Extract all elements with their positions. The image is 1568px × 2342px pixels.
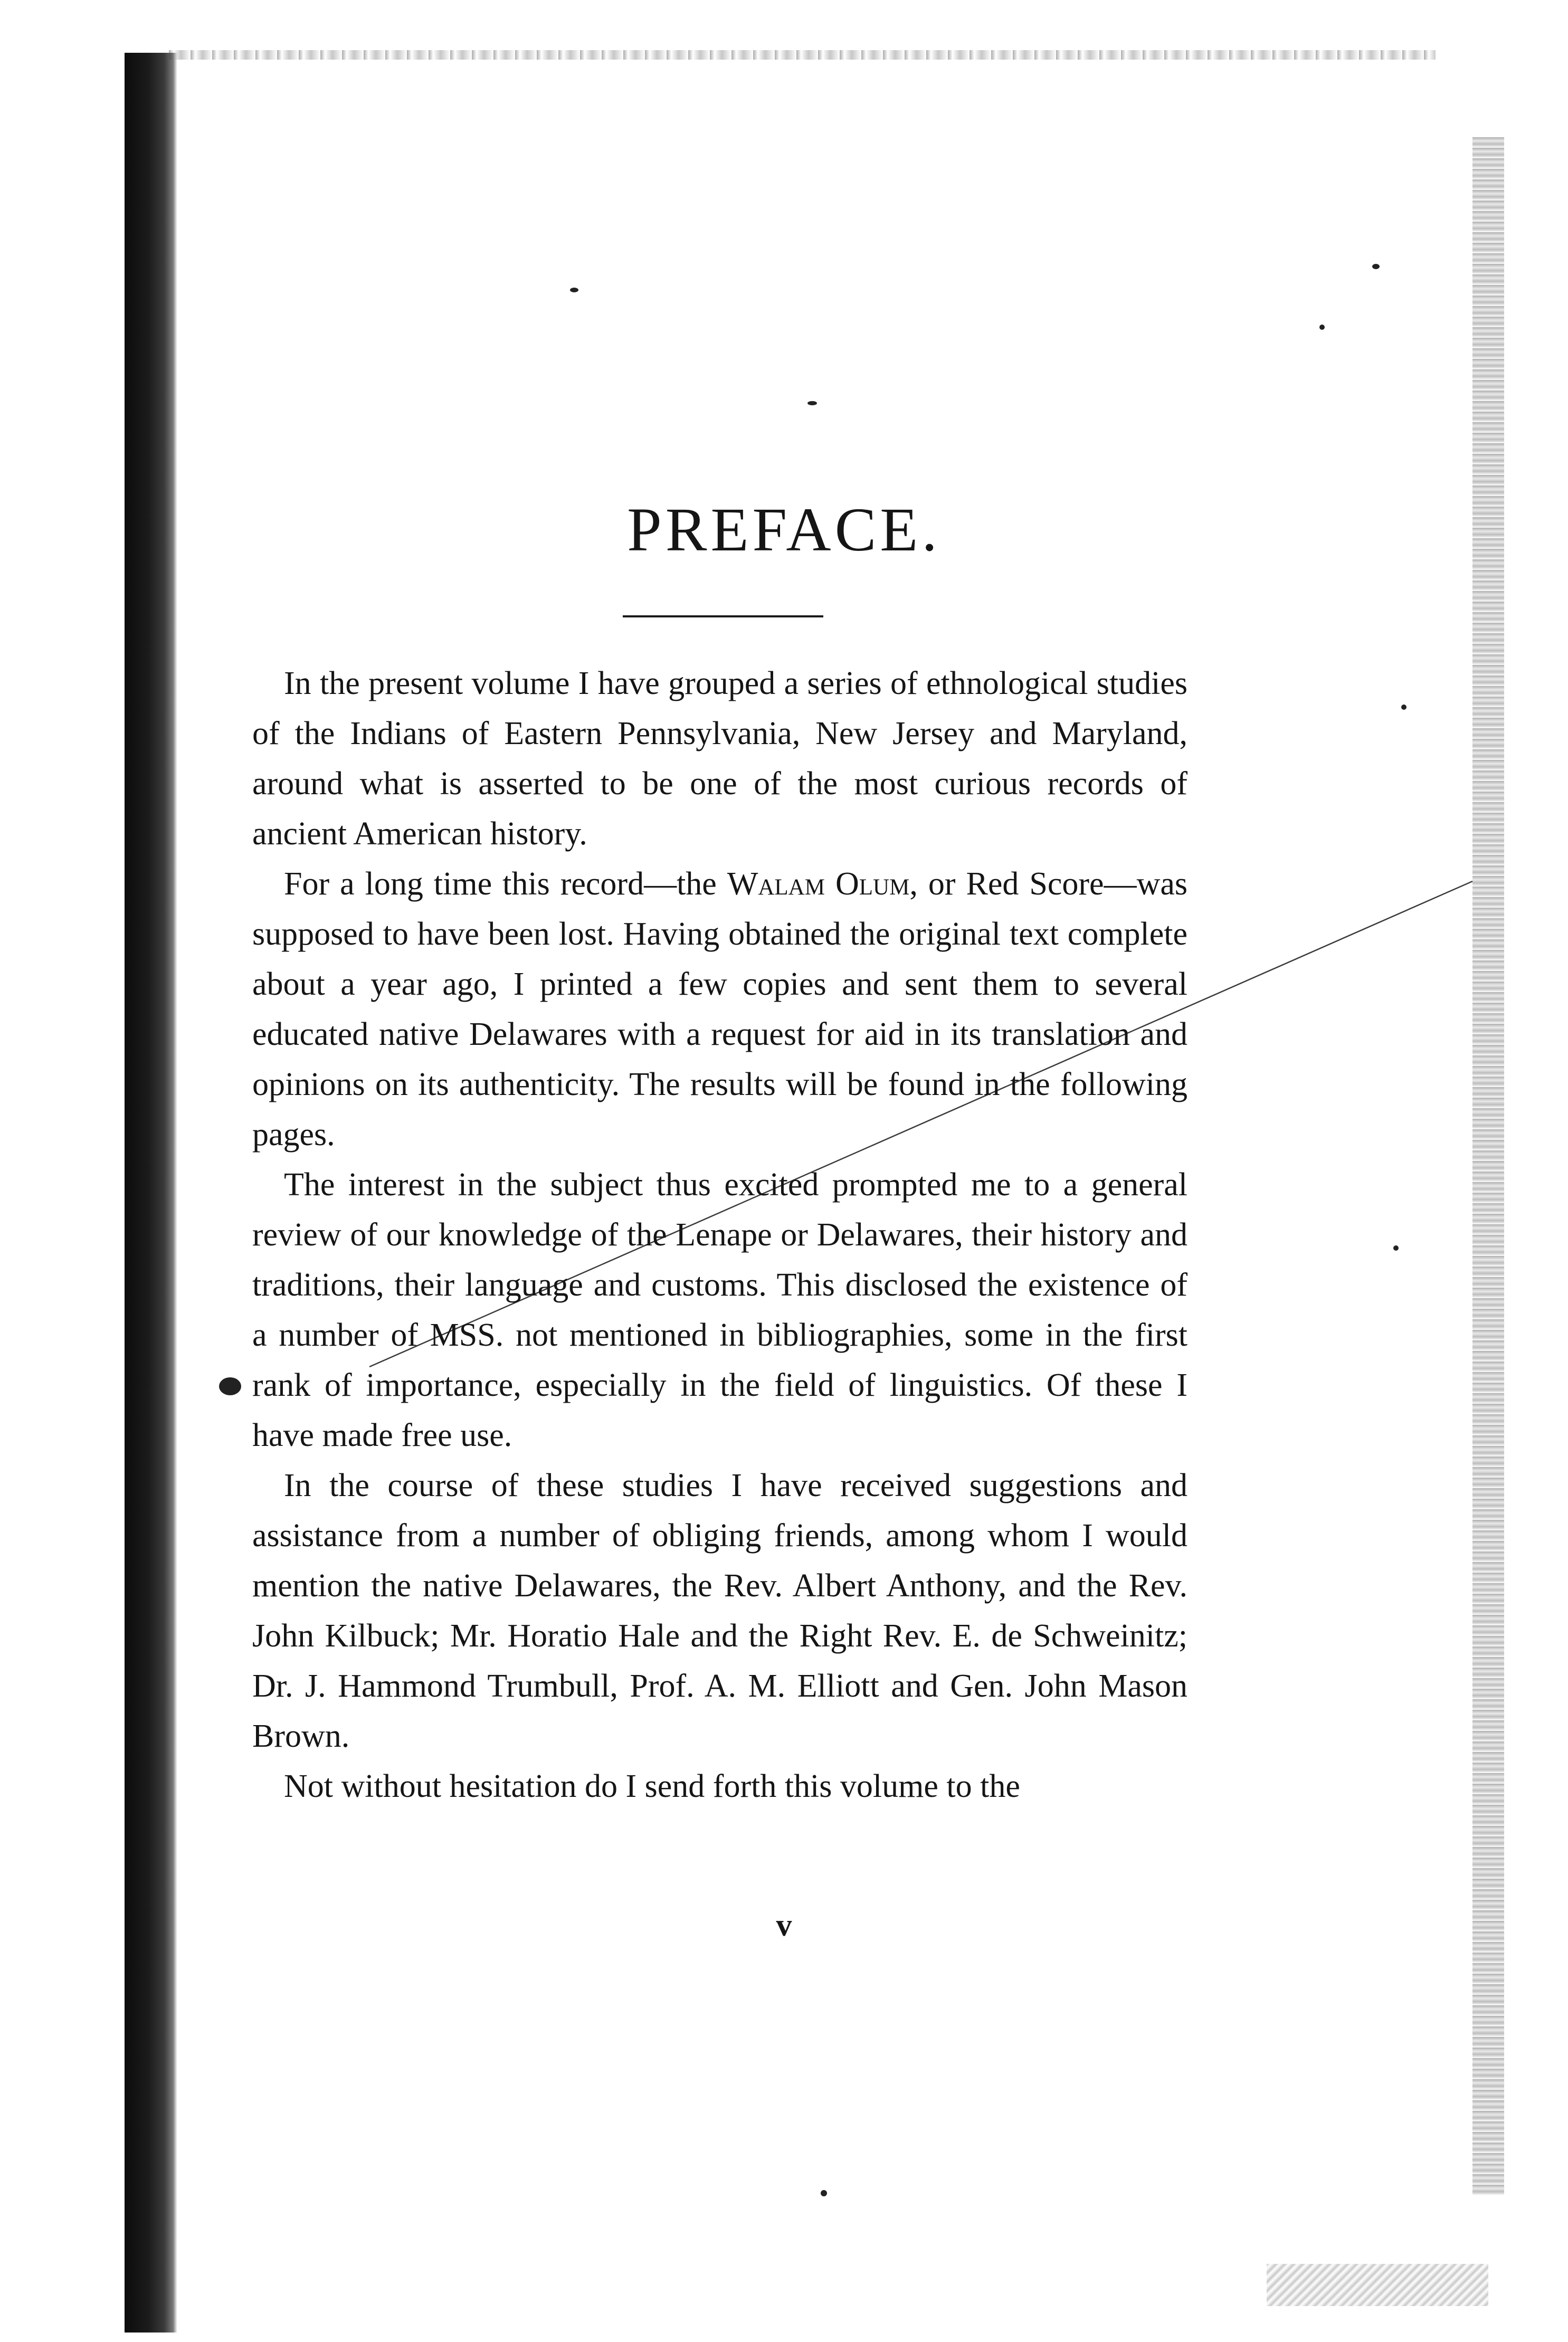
page-number: v bbox=[776, 1908, 792, 1943]
paragraph-text: , or Red Score—was supposed to have been lost. Having obtained the original text complete about a year ago, I printed a few copies and sent them to several educated native Delawares with a request for aid in its translation and opinions on its authenticity. The results will be found in the following pages. bbox=[252, 866, 1187, 1153]
page-title: PREFACE. bbox=[627, 495, 941, 564]
speck bbox=[807, 401, 817, 405]
speck bbox=[1372, 264, 1380, 269]
paragraph-text: Not without hesitation do I send forth this volume to the bbox=[284, 1768, 1020, 1804]
paragraph-text: In the course of these studies I have received suggestions and assistance from a number of obliging friends, among whom I would mention the native Delawares, the Rev. Albert Anthony, and the Rev. John Kilbuck; Mr. Horatio Hale and the Right Rev. E. de Schweinitz; Dr. J. Hammond Trumbull, Prof. A. M. Elliott and Gen. John Mason Brown. bbox=[252, 1468, 1187, 1754]
walam-olum-small-caps: Walam Olum bbox=[727, 866, 910, 902]
paragraph-text: For a long time this record—the bbox=[284, 866, 727, 902]
ink-blot bbox=[219, 1377, 241, 1395]
title-rule bbox=[623, 615, 823, 617]
paragraph-3 bbox=[252, 1160, 1187, 1461]
paragraph-4 bbox=[252, 1461, 1187, 1762]
speck bbox=[821, 2190, 827, 2196]
speck bbox=[1319, 325, 1325, 330]
paragraph-5 bbox=[252, 1762, 1187, 1812]
paragraph-1 bbox=[252, 659, 1187, 859]
paragraph-text: In the present volume I have grouped a series of ethnological studies of the Indians of Eastern Pennsylvania, New Jersey and Maryland, around what is asserted to be one of the most curious records of ancient American history. bbox=[252, 665, 1187, 852]
speck bbox=[1401, 704, 1407, 710]
speck bbox=[1393, 1245, 1399, 1251]
speck bbox=[570, 288, 578, 292]
paragraph-text: The interest in the subject thus excited prompted me to a general review of our knowledge of the Lenape or Delawares, their history and traditions, their language and customs. This disclosed the existence of a number of MSS. not mentioned in bibliographies, some in the first rank of importance, especially in the field of linguistics. Of these I have made free use. bbox=[252, 1167, 1187, 1453]
paragraph-2 bbox=[252, 859, 1187, 1160]
preface-text bbox=[252, 659, 1187, 1812]
